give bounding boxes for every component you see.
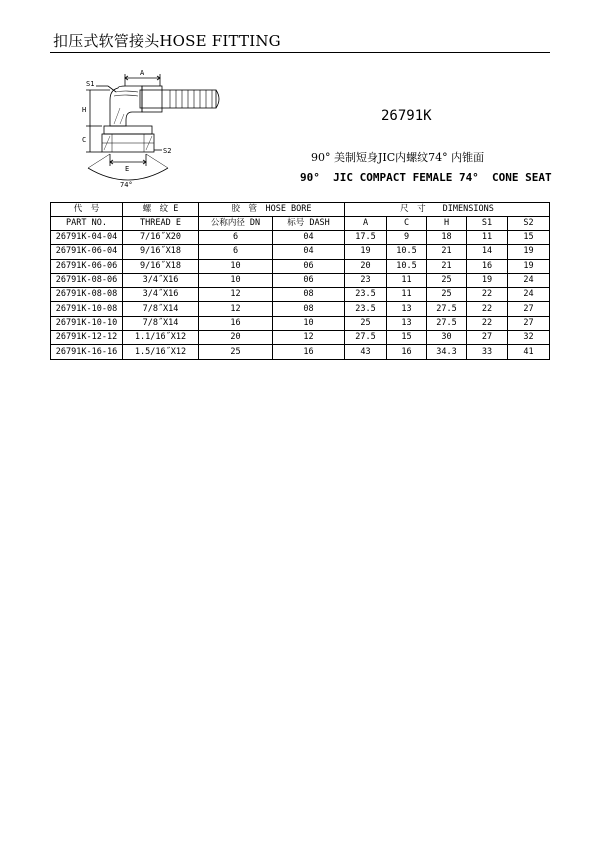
cell-thread: 1.1/16˝X12 [123,331,199,345]
table-row [51,259,550,273]
cell-dash: 06 [273,259,345,273]
product-description-en: 90° JIC COMPACT FEMALE 74° CONE SEAT [300,171,552,184]
table-row [51,245,550,259]
label-a: A [140,69,145,77]
cell-s2: 27 [508,316,550,330]
table-row [51,231,550,245]
cell-s2: 32 [508,331,550,345]
cell-c: 11 [387,288,427,302]
cell-dn: 16 [199,316,273,330]
hose-stem [140,90,216,108]
cell-thread: 7/16˝X20 [123,231,199,245]
cell-c: 10.5 [387,259,427,273]
cell-s1: 16 [467,259,508,273]
cell-thread: 7/8˝X14 [123,316,199,330]
cell-s2: 15 [508,231,550,245]
cell-a: 23.5 [345,302,387,316]
table-row [51,331,550,345]
cell-dn: 10 [199,273,273,287]
cell-s1: 22 [467,302,508,316]
header-thread-cn: 螺 纹 E [123,203,199,217]
cell-s1: 33 [467,345,508,359]
cell-h: 27.5 [427,316,467,330]
spec-table [50,202,550,360]
header-hose-cn: 胶 管 HOSE BORE [199,203,345,217]
product-number: 26791K [381,108,432,124]
cell-s2: 27 [508,302,550,316]
cell-s1: 14 [467,245,508,259]
cell-dn: 25 [199,345,273,359]
table-header-row-en [51,217,550,231]
cell-part-no: 26791K-06-06 [51,259,123,273]
cell-a: 20 [345,259,387,273]
cell-dash: 04 [273,231,345,245]
table-row [51,273,550,287]
cell-h: 25 [427,273,467,287]
cell-dash: 10 [273,316,345,330]
cell-s1: 19 [467,273,508,287]
cell-part-no: 26791K-10-10 [51,316,123,330]
cell-h: 21 [427,259,467,273]
cell-part-no: 26791K-12-12 [51,331,123,345]
header-dash: 标号 DASH [273,217,345,231]
cell-a: 27.5 [345,331,387,345]
cell-h: 30 [427,331,467,345]
cell-thread: 9/16˝X18 [123,259,199,273]
cell-part-no: 26791K-08-06 [51,273,123,287]
cell-c: 10.5 [387,245,427,259]
table-row [51,288,550,302]
cell-part-no: 26791K-04-04 [51,231,123,245]
table-row [51,302,550,316]
cell-s2: 24 [508,288,550,302]
cell-s2: 24 [508,273,550,287]
cell-h: 18 [427,231,467,245]
cell-thread: 1.5/16˝X12 [123,345,199,359]
cell-h: 27.5 [427,302,467,316]
cell-dn: 6 [199,231,273,245]
cell-dn: 20 [199,331,273,345]
label-h: H [82,106,87,114]
cell-a: 25 [345,316,387,330]
cell-s2: 19 [508,245,550,259]
cell-a: 23 [345,273,387,287]
cell-thread: 3/4˝X16 [123,273,199,287]
cell-part-no: 26791K-08-08 [51,288,123,302]
label-s1: S1 [86,80,95,88]
cell-c: 13 [387,302,427,316]
cell-a: 23.5 [345,288,387,302]
product-description-cn: 90° 美制短身JIC内螺纹74° 内锥面 [311,151,485,164]
cell-dash: 08 [273,288,345,302]
cell-s1: 27 [467,331,508,345]
cell-s1: 22 [467,316,508,330]
header-dimensions-cn: 尺 寸 DIMENSIONS [345,203,550,217]
header-a: A [345,217,387,231]
cell-dn: 12 [199,302,273,316]
cell-c: 13 [387,316,427,330]
cell-c: 16 [387,345,427,359]
label-s2: S2 [163,147,172,155]
cell-part-no: 26791K-10-08 [51,302,123,316]
cell-s1: 11 [467,231,508,245]
header-s1: S1 [467,217,508,231]
cell-c: 11 [387,273,427,287]
label-angle: 74° [120,181,133,189]
header-part-no: PART NO. [51,217,123,231]
cell-a: 43 [345,345,387,359]
fitting-drawing [80,64,240,194]
table-row [51,345,550,359]
cell-part-no: 26791K-16-16 [51,345,123,359]
cell-dash: 16 [273,345,345,359]
cell-s1: 22 [467,288,508,302]
header-code-cn: 代 号 [51,203,123,217]
cell-h: 34.3 [427,345,467,359]
cell-part-no: 26791K-06-04 [51,245,123,259]
header-s2: S2 [508,217,550,231]
cell-thread: 3/4˝X16 [123,288,199,302]
cell-thread: 9/16˝X18 [123,245,199,259]
cell-dn: 12 [199,288,273,302]
header-c: C [387,217,427,231]
cell-dash: 06 [273,273,345,287]
cell-dn: 10 [199,259,273,273]
cell-a: 19 [345,245,387,259]
label-c: C [82,136,87,144]
cell-dash: 12 [273,331,345,345]
cell-c: 15 [387,331,427,345]
cell-h: 25 [427,288,467,302]
header-dn: 公称内径 DN [199,217,273,231]
cell-dash: 04 [273,245,345,259]
header-thread-e: THREAD E [123,217,199,231]
page-title: 扣压式软管接头HOSE FITTING [53,32,281,50]
cell-s2: 41 [508,345,550,359]
table-row [51,316,550,330]
header-h: H [427,217,467,231]
cell-s2: 19 [508,259,550,273]
cell-thread: 7/8˝X14 [123,302,199,316]
cell-dash: 08 [273,302,345,316]
cell-h: 21 [427,245,467,259]
cell-dn: 6 [199,245,273,259]
cell-a: 17.5 [345,231,387,245]
cell-c: 9 [387,231,427,245]
header-divider [50,52,550,53]
table-header-row-cn [51,203,550,217]
label-e: E [125,165,130,173]
